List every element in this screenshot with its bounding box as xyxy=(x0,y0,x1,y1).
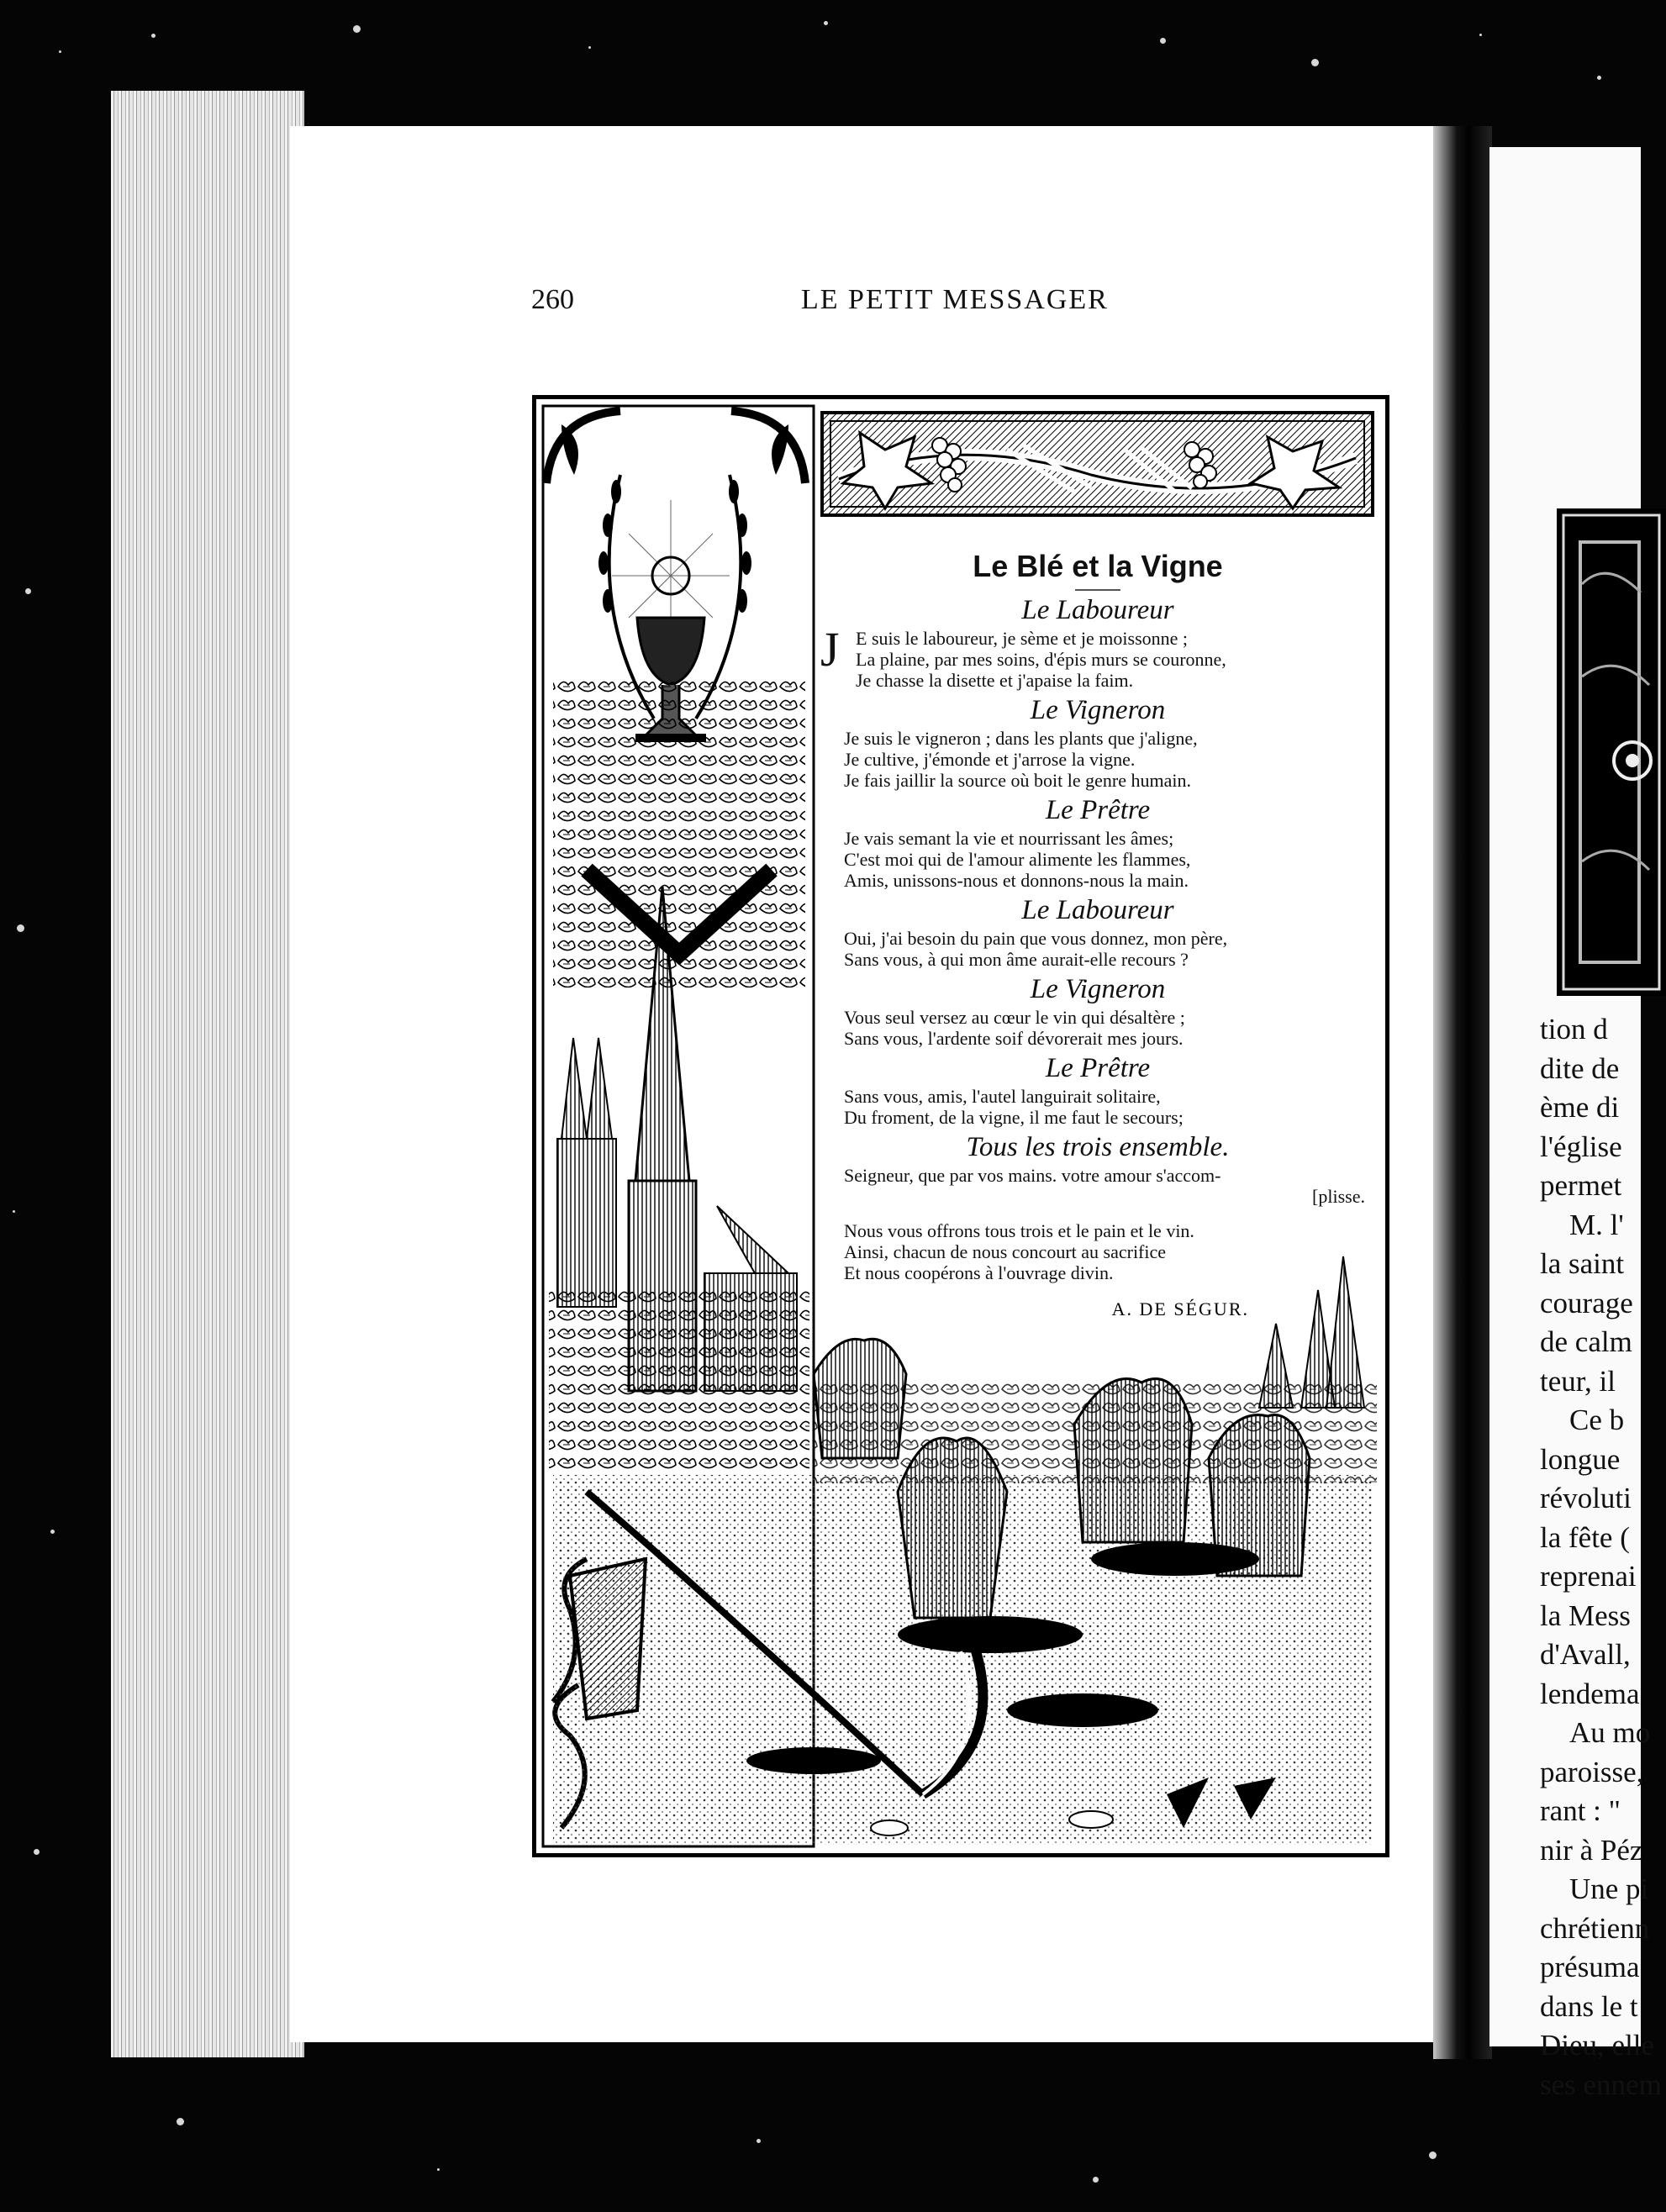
speaker-label: Le Vigneron xyxy=(1030,974,1166,1004)
page-number: 260 xyxy=(531,284,574,315)
right-page-line: rant : " xyxy=(1540,1794,1621,1827)
speaker-label: Le Prêtre xyxy=(1045,1053,1151,1083)
verse-line: Amis, unissons-nous et donnons-nous la main. xyxy=(844,870,1189,891)
verse-line: C'est moi qui de l'amour alimente les flammes, xyxy=(844,849,1191,870)
running-title: LE PETIT MESSAGER xyxy=(801,284,1109,315)
right-page-line: révoluti xyxy=(1540,1482,1632,1514)
right-page-line: dans le t xyxy=(1540,1989,1638,2023)
film-speck xyxy=(1429,2151,1437,2159)
film-speck xyxy=(437,2168,440,2171)
verse-line: Nous vous offrons tous trois et le pain et le vin. xyxy=(844,1220,1194,1241)
speaker-label: Le Laboureur xyxy=(1021,895,1174,925)
right-page-line: la Mess xyxy=(1540,1598,1631,1632)
speaker-label: Le Vigneron xyxy=(1030,695,1166,725)
right-page-line: permet xyxy=(1540,1169,1622,1202)
right-page-line: tion d xyxy=(1540,1013,1608,1045)
film-speck xyxy=(34,1849,40,1855)
verse-continuation: [plisse. xyxy=(1312,1186,1365,1207)
title-rule xyxy=(1075,589,1120,591)
verse-line: La plaine, par mes soins, d'épis murs se couronne, xyxy=(856,649,1226,670)
film-speck xyxy=(1311,59,1319,66)
author-signature: A. DE SÉGUR. xyxy=(1111,1298,1249,1319)
film-speck xyxy=(50,1530,55,1534)
film-speck xyxy=(13,1210,15,1213)
verse-line: Oui, j'ai besoin du pain que vous donnez, mon père, xyxy=(844,928,1228,949)
right-page-line: reprenai xyxy=(1540,1560,1637,1593)
right-page-line: M. l' xyxy=(1569,1208,1624,1241)
verse-line: Sans vous, l'ardente soif dévorerait mes jours. xyxy=(844,1028,1184,1049)
right-page-line: dite de xyxy=(1540,1051,1620,1085)
speaker-label: Tous les trois ensemble. xyxy=(966,1132,1230,1162)
film-speck xyxy=(1093,2177,1099,2183)
film-speck xyxy=(1160,38,1166,44)
film-speck xyxy=(757,2139,761,2143)
film-speck xyxy=(59,50,61,53)
right-page-line: ses ennem xyxy=(1540,2067,1662,2101)
right-page-line: la saint xyxy=(1540,1247,1625,1280)
verse-line: Du froment, de la vigne, il me faut le secours; xyxy=(844,1107,1184,1128)
verse-line: E suis le laboureur, je sème et je moissonne ; xyxy=(856,628,1189,649)
page-edge-stack xyxy=(111,91,304,2057)
book-gutter xyxy=(1433,126,1492,2059)
verse-line: Je cultive, j'émonde et j'arrose la vigne. xyxy=(844,749,1136,770)
right-page-line: Dieu, elle xyxy=(1540,2029,1655,2062)
drop-cap: J xyxy=(820,622,840,677)
right-page-line: l'église xyxy=(1540,1130,1622,1163)
verse-line: Sans vous, à qui mon âme aurait-elle recours ? xyxy=(844,949,1189,970)
right-page-line: présuma xyxy=(1540,1951,1640,1983)
stanza-gap xyxy=(820,1207,1375,1220)
stanza-7 xyxy=(820,1130,1375,1283)
right-page-line: de calm xyxy=(1540,1325,1632,1358)
right-page-line: la fête ( xyxy=(1540,1520,1630,1554)
right-page-line: longue xyxy=(1540,1442,1621,1476)
right-page-line: Une pi xyxy=(1569,1872,1649,1905)
verse-line: Je vais semant la vie et nourrissant les âmes; xyxy=(844,828,1174,849)
stanza-1 xyxy=(820,592,1375,691)
right-page-line: chrétienn xyxy=(1540,1911,1650,1945)
right-page-line: nir à Péz xyxy=(1540,1833,1643,1867)
right-page-line: paroisse, xyxy=(1540,1755,1644,1788)
poem-title: Le Blé et la Vigne xyxy=(973,549,1223,583)
verse-line: Ainsi, chacun de nous concourt au sacrifice xyxy=(844,1241,1167,1262)
right-page-line: Ce b xyxy=(1569,1404,1625,1436)
right-page-line: lendema xyxy=(1540,1677,1640,1710)
poem-panel xyxy=(820,525,1375,1374)
right-page-line: teur, il xyxy=(1540,1364,1616,1398)
verse-line: Je fais jaillir la source où boit le genre humain. xyxy=(844,770,1191,791)
speaker-label: Le Laboureur xyxy=(1021,595,1174,625)
stanza-4 xyxy=(820,893,1375,970)
film-speck xyxy=(824,21,828,25)
stanza-5 xyxy=(820,972,1375,1049)
verse-line: Vous seul versez au cœur le vin qui désaltère ; xyxy=(844,1007,1185,1028)
speaker-label: Le Prêtre xyxy=(1045,795,1151,825)
stanza-3 xyxy=(820,793,1375,891)
right-page-line: Au mo xyxy=(1569,1716,1651,1749)
right-page xyxy=(1489,147,1662,2101)
verse-line: Seigneur, que par vos mains. votre amour s'accom- xyxy=(844,1165,1221,1186)
film-speck xyxy=(353,25,361,33)
right-page-line: d'Avall, xyxy=(1540,1638,1631,1671)
film-speck xyxy=(177,2118,184,2125)
ornamental-initial xyxy=(1557,508,1666,996)
film-speck xyxy=(25,588,31,594)
film-speck xyxy=(17,924,24,932)
right-page-line: courage xyxy=(1540,1286,1633,1319)
film-speck xyxy=(1479,34,1482,36)
verse-line: Et nous coopérons à l'ouvrage divin. xyxy=(844,1262,1114,1283)
verse-line: Je chasse la disette et j'apaise la faim. xyxy=(856,670,1134,691)
stanza-opening xyxy=(820,622,1375,691)
verse-line: Sans vous, amis, l'autel languirait solitaire, xyxy=(844,1086,1161,1107)
film-speck xyxy=(1597,76,1601,80)
verse-line: Je suis le vigneron ; dans les plants que j'aligne, xyxy=(844,728,1198,749)
film-speck xyxy=(151,34,156,38)
stanza-2 xyxy=(820,693,1375,791)
vine-banner xyxy=(822,413,1373,515)
film-speck xyxy=(588,46,591,49)
stanza-6 xyxy=(820,1051,1375,1128)
right-page-line: ème di xyxy=(1540,1091,1620,1124)
illustrated-frame xyxy=(532,395,1389,1857)
